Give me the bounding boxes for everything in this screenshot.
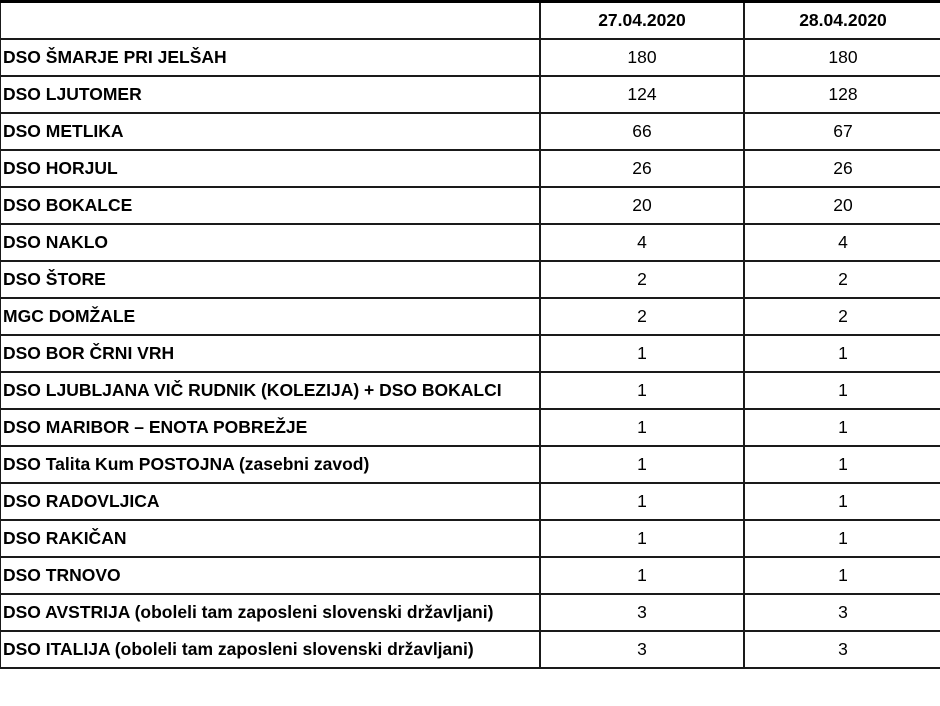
institution-name-cell: DSO ŠMARJE PRI JELŠAH [0,39,540,76]
count-date-1-cell: 1 [540,483,744,520]
table-body [0,39,940,668]
count-date-2-cell: 20 [744,187,940,224]
count-date-2-cell: 1 [744,483,940,520]
table-row [0,446,940,483]
count-date-2-cell: 1 [744,557,940,594]
table-row [0,409,940,446]
institution-name-cell: DSO LJUTOMER [0,76,540,113]
table-row [0,39,940,76]
table-row [0,557,940,594]
institution-name-cell: DSO NAKLO [0,224,540,261]
header-row [0,2,940,40]
count-date-1-cell: 4 [540,224,744,261]
table-row [0,76,940,113]
count-date-1-cell: 20 [540,187,744,224]
institution-name-cell: DSO BOR ČRNI VRH [0,335,540,372]
count-date-1-cell: 3 [540,594,744,631]
count-date-2-cell: 1 [744,520,940,557]
table-row [0,113,940,150]
count-date-1-cell: 1 [540,557,744,594]
count-date-2-cell: 2 [744,261,940,298]
header-date-2: 28.04.2020 [744,2,940,40]
count-date-2-cell: 67 [744,113,940,150]
count-date-1-cell: 1 [540,409,744,446]
count-date-1-cell: 3 [540,631,744,668]
institution-name-cell: DSO BOKALCE [0,187,540,224]
institution-name-cell: DSO RAKIČAN [0,520,540,557]
table-row [0,150,940,187]
count-date-2-cell: 2 [744,298,940,335]
table-row [0,594,940,631]
count-date-1-cell: 2 [540,261,744,298]
count-date-2-cell: 26 [744,150,940,187]
institution-name-cell: DSO MARIBOR – ENOTA POBREŽJE [0,409,540,446]
count-date-2-cell: 1 [744,409,940,446]
table-header [0,2,940,40]
table-row [0,483,940,520]
count-date-1-cell: 2 [540,298,744,335]
table-row [0,372,940,409]
institution-name-cell: DSO TRNOVO [0,557,540,594]
count-date-1-cell: 1 [540,520,744,557]
count-date-1-cell: 1 [540,335,744,372]
table-row [0,335,940,372]
header-date-1: 27.04.2020 [540,2,744,40]
count-date-1-cell: 1 [540,446,744,483]
count-date-2-cell: 1 [744,372,940,409]
table-row [0,631,940,668]
count-date-1-cell: 26 [540,150,744,187]
count-date-2-cell: 180 [744,39,940,76]
count-date-2-cell: 3 [744,631,940,668]
table-row [0,261,940,298]
institution-name-cell: DSO AVSTRIJA (oboleli tam zaposleni slovenski državljani) [0,594,540,631]
institution-name-cell: DSO HORJUL [0,150,540,187]
institution-name-cell: DSO ITALIJA (oboleli tam zaposleni slovenski državljani) [0,631,540,668]
institution-name-cell: DSO METLIKA [0,113,540,150]
table-row [0,187,940,224]
table-row [0,224,940,261]
count-date-1-cell: 124 [540,76,744,113]
count-date-2-cell: 4 [744,224,940,261]
header-institution [0,2,540,40]
institution-name-cell: DSO Talita Kum POSTOJNA (zasebni zavod) [0,446,540,483]
count-date-2-cell: 1 [744,446,940,483]
count-date-2-cell: 3 [744,594,940,631]
count-date-1-cell: 66 [540,113,744,150]
count-date-1-cell: 180 [540,39,744,76]
table-row [0,298,940,335]
count-date-2-cell: 128 [744,76,940,113]
institution-name-cell: MGC DOMŽALE [0,298,540,335]
institution-name-cell: DSO RADOVLJICA [0,483,540,520]
table-row [0,520,940,557]
institution-name-cell: DSO ŠTORE [0,261,540,298]
count-date-1-cell: 1 [540,372,744,409]
count-date-2-cell: 1 [744,335,940,372]
institution-name-cell: DSO LJUBLJANA VIČ RUDNIK (KOLEZIJA) + DSO BOKALCI [0,372,540,409]
